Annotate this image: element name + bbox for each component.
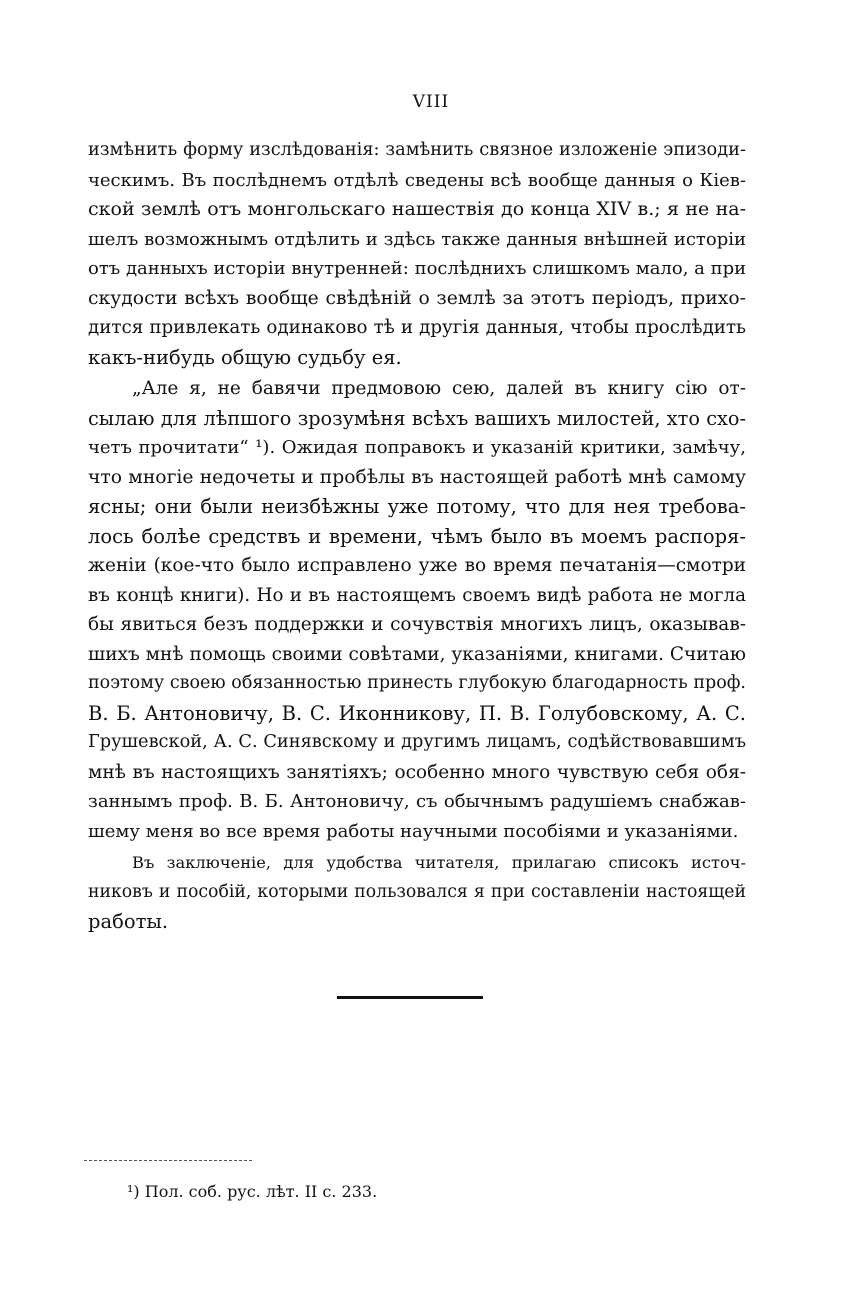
text-line: отъ данныхъ исторіи внутренней: послѣднихъ слишкомъ мало, а при xyxy=(88,258,747,279)
paragraph-1 xyxy=(88,136,746,372)
text-line: шему меня во все время работы научными пособіями и указаніями. xyxy=(88,820,739,842)
text-line: ской землѣ отъ монгольскаго нашествія до конца XIV в.; я не на- xyxy=(88,198,746,220)
text-line: женіи (кое-что было исправлено уже во время печатанія—смотри xyxy=(88,555,746,576)
footnote: ¹) Пол. соб. рус. лѣт. II с. 233. xyxy=(127,1182,378,1201)
text-line: бы явиться безъ поддержки и сочувствія многихъ лицъ, оказывав- xyxy=(88,614,746,635)
text-line: заннымъ проф. В. Б. Антоновичу, съ обычнымъ радушіемъ снабжав- xyxy=(88,791,746,812)
text-line: шихъ мнѣ помощь своими совѣтами, указаніями, книгами. Считаю xyxy=(88,643,746,665)
text-line: Въ заключеніе, для удобства читателя, прилагаю списокъ источ- xyxy=(132,853,746,872)
text-line: измѣнить форму изслѣдованія: замѣнить связное изложеніе эпизоди- xyxy=(88,140,746,160)
text-line: мнѣ въ настоящихъ занятіяхъ; особенно много чувствую себя обя- xyxy=(88,761,746,783)
text-line: В. Б. Антоновичу, В. С. Иконникову, П. В. Голубовскому, А. С. xyxy=(88,701,746,725)
text-line: работы. xyxy=(88,910,169,933)
text-line: лось болѣе средствъ и времени, чѣмъ было въ моемъ распоря- xyxy=(88,524,746,548)
text-line: въ концѣ книги). Но и въ настоящемъ своемъ видѣ работа не могла xyxy=(88,584,746,606)
paragraph-3 xyxy=(88,848,746,937)
text-line: поэтому своею обязанностью принесть глубокую благодарность проф. xyxy=(88,673,746,693)
text-line: Грушевской, А. С. Синявскому и другимъ лицамъ, содѣйствовавшимъ xyxy=(88,732,746,752)
text-line: дится привлекать одинаково тѣ и другія данныя, чтобы прослѣдить xyxy=(88,317,746,338)
text-line: никовъ и пособій, которыми пользовался я при составленіи настоящей xyxy=(88,881,746,902)
text-line: ясны; они были неизбѣжны уже потому, что для нея требова- xyxy=(88,495,746,518)
text-line: четъ прочитати“ ¹). Ожидая поправокъ и указаній критики, замѣчу, xyxy=(88,437,746,458)
section-divider xyxy=(337,996,483,999)
page-number: VIII xyxy=(412,92,450,112)
text-line: ческимъ. Въ послѣднемъ отдѣлѣ сведены всѣ вообще данныя о Кіев- xyxy=(88,169,746,191)
text-line: какъ-нибудь общую судьбу ея. xyxy=(88,345,402,369)
text-line: скудости всѣхъ вообще свѣдѣній о землѣ за этотъ періодъ, прихо- xyxy=(88,287,746,309)
text-line: что многіе недочеты и пробѣлы въ настоящей работѣ мнѣ самому xyxy=(88,466,746,488)
footnote-separator xyxy=(84,1160,252,1161)
text-line: сылаю для лѣпшого зрозумѣня всѣхъ вашихъ милостей, хто схо- xyxy=(88,406,746,430)
text-line: шелъ возможнымъ отдѣлить и здѣсь также данныя внѣшней исторіи xyxy=(88,228,746,250)
body-text xyxy=(88,136,746,937)
text-line: „Але я, не бавячи предмовою сею, далей въ книгу сію от- xyxy=(132,378,746,399)
paragraph-2 xyxy=(88,374,746,846)
